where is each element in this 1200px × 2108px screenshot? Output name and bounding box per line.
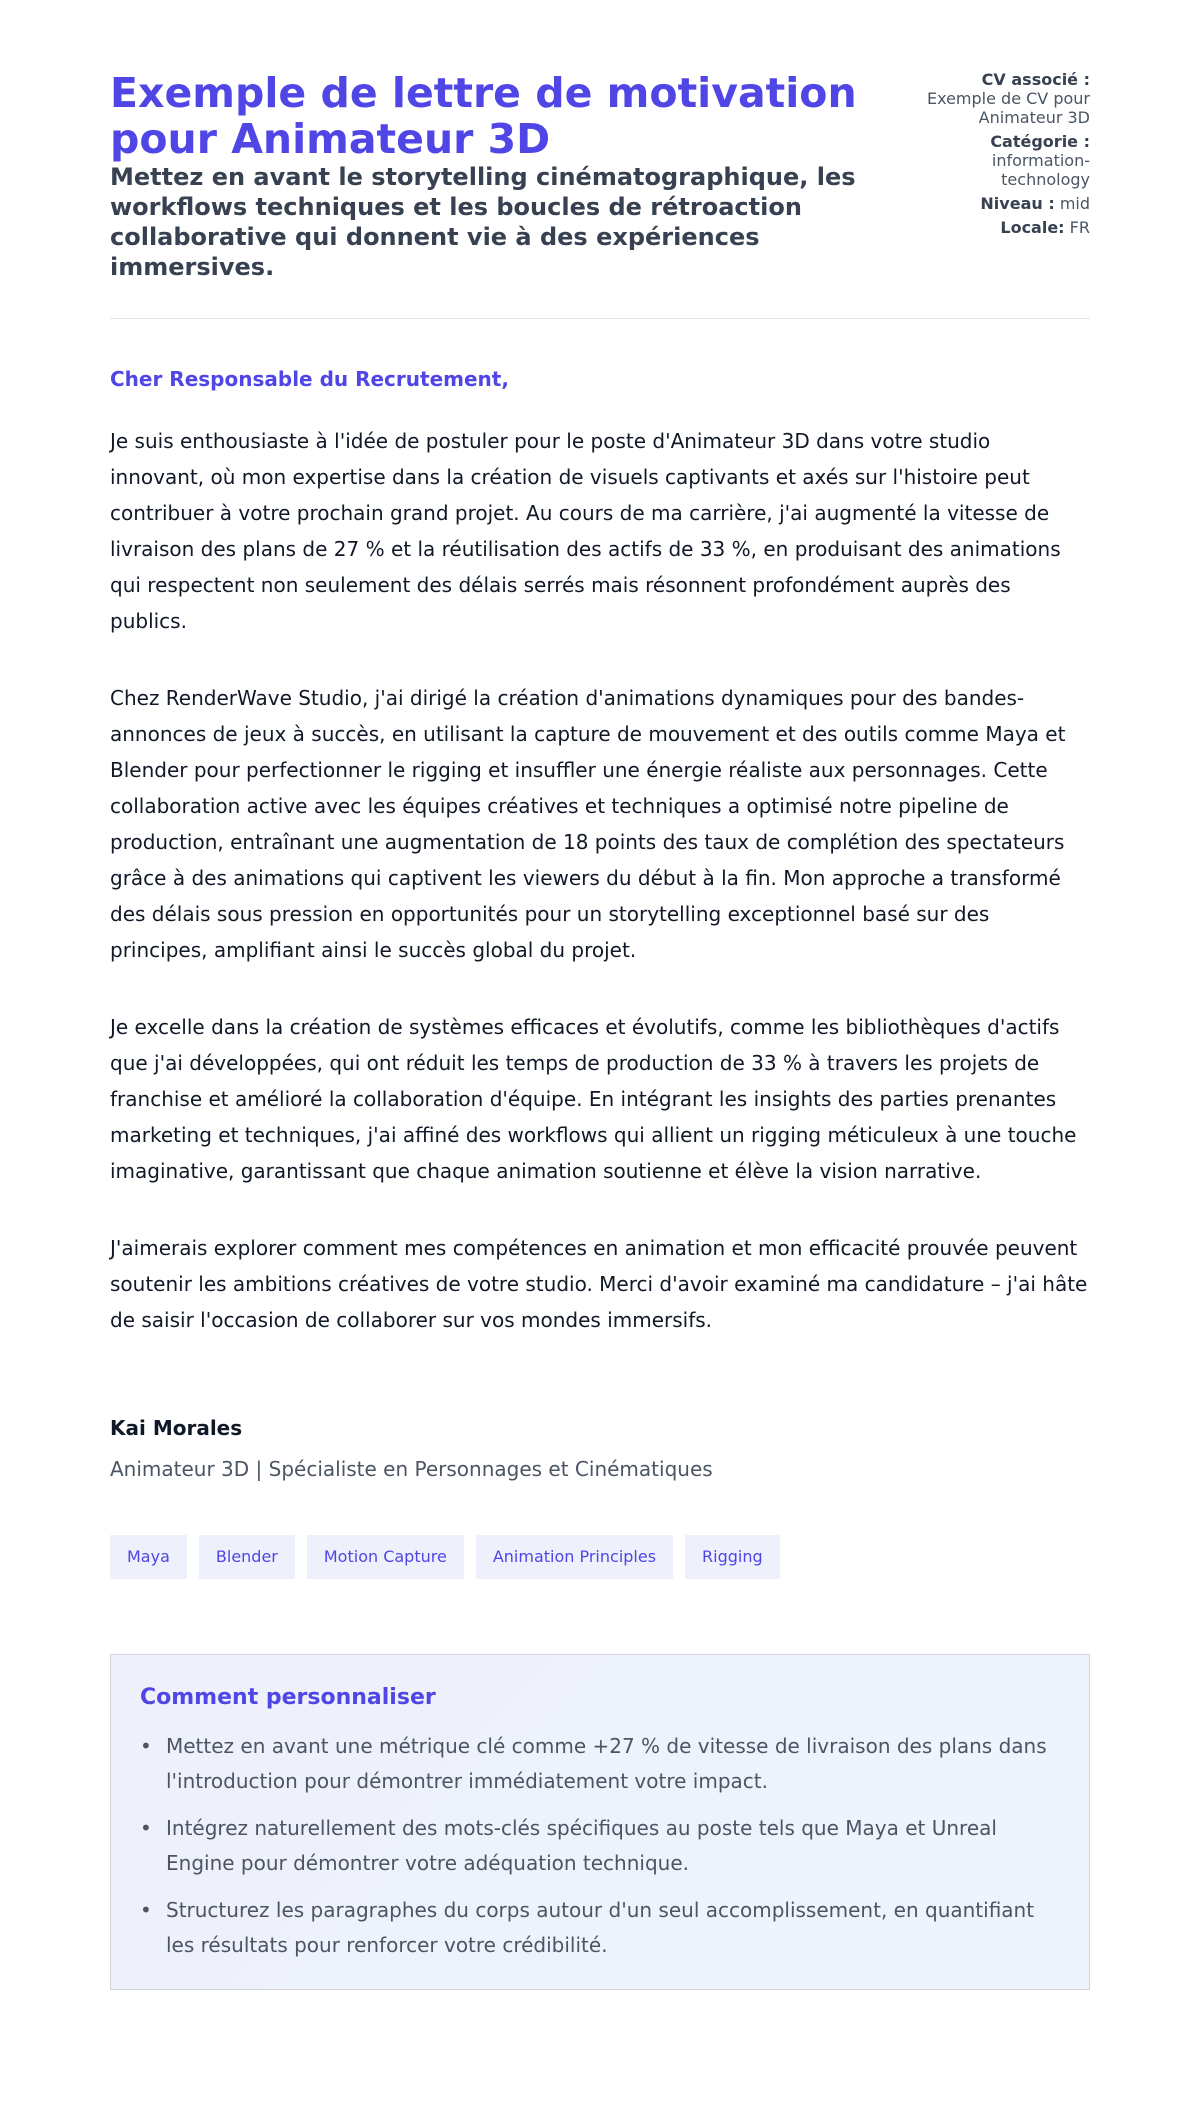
- meta-level-key: Niveau :: [980, 194, 1055, 213]
- skill-tag: Maya: [110, 1535, 187, 1579]
- page-subtitle: Mettez en avant le storytelling cinématographique, les workflows techniques et les boucles de rétroaction collaborative qui donnent vie à des expériences immersives.: [110, 163, 856, 281]
- bullet-icon: •: [140, 1816, 152, 1840]
- letter-paragraph: Chez RenderWave Studio, j'ai dirigé la création d'animations dynamiques pour des bandes-annonces de jeux à succès, en utilisant la capture de mouvement et des outils comme Maya et Blender pour perfectionner le rigging et insuffler une énergie réaliste aux personnages. Cette collaboration active avec les équipes créatives et techniques a optimisé notre pipeline de production, entraînant une augmentation de 18 points des taux de complétion des spectateurs grâce à des animations qui captivent les viewers du début à la fin. Mon approche a transformé des délais sous pression en opportunités pour un storytelling exceptionnel basé sur des principes, amplifiant ainsi le succès global du projet.: [110, 686, 1066, 962]
- tip-text: Structurez les paragraphes du corps autour d'un seul accomplissement, en quantifiant les résultats pour renforcer votre crédibilité.: [166, 1898, 1035, 1957]
- signature-name: Kai Morales: [110, 1416, 243, 1440]
- page-header: [110, 70, 1090, 319]
- tip-item: [140, 1893, 1060, 1963]
- meta-cv-key: CV associé :: [981, 70, 1090, 89]
- meta-locale-value: FR: [1069, 218, 1090, 237]
- meta-level-value: mid: [1059, 194, 1090, 213]
- bullet-icon: •: [140, 1898, 152, 1922]
- tip-text: Mettez en avant une métrique clé comme +27 % de vitesse de livraison des plans dans l'introduction pour démontrer immédiatement votre impact.: [166, 1734, 1047, 1793]
- skill-tag: Animation Principles: [476, 1535, 673, 1579]
- signature-block: [110, 1414, 1090, 1483]
- header-titles: [110, 70, 922, 282]
- page-title: Exemple de lettre de motivation pour Animateur 3D: [110, 69, 857, 163]
- letter-greeting: Cher Responsable du Recrutement,: [110, 367, 509, 391]
- tips-list: [140, 1729, 1060, 1963]
- meta-category-value: information-technology: [991, 151, 1090, 189]
- meta-cv: [922, 70, 1090, 127]
- tip-item: [140, 1729, 1060, 1799]
- tip-text: Intégrez naturellement des mots-clés spécifiques au poste tels que Maya et Unreal Engine pour démontrer votre adéquation technique.: [166, 1816, 997, 1875]
- skill-tag: Rigging: [685, 1535, 780, 1579]
- letter-paragraph: J'aimerais explorer comment mes compétences en animation et mon efficacité prouvée peuvent soutenir les ambitions créatives de votre studio. Merci d'avoir examiné ma candidature – j'ai hâte de saisir l'occasion de collaborer sur vos mondes immersifs.: [110, 1236, 1088, 1332]
- meta-locale: [922, 218, 1090, 237]
- meta-level: [922, 194, 1090, 213]
- skill-tag: Motion Capture: [307, 1535, 464, 1579]
- meta-category-key: Catégorie :: [990, 132, 1090, 151]
- meta-locale-key: Locale:: [1000, 218, 1065, 237]
- signature-title: Animateur 3D | Spécialiste en Personnages et Cinématiques: [110, 1457, 713, 1481]
- tips-title: Comment personnaliser: [140, 1685, 436, 1710]
- bullet-icon: •: [140, 1734, 152, 1758]
- meta-panel: [922, 70, 1090, 242]
- tip-item: [140, 1811, 1060, 1881]
- skill-tags: [110, 1535, 1090, 1579]
- meta-category: [922, 132, 1090, 189]
- letter-body: [110, 365, 1090, 1483]
- letter-paragraph: Je suis enthousiaste à l'idée de postuler pour le poste d'Animateur 3D dans votre studio innovant, où mon expertise dans la création de visuels captivants et axés sur l'histoire peut contribuer à votre prochain grand projet. Au cours de ma carrière, j'ai augmenté la vitesse de livraison des plans de 27 % et la réutilisation des actifs de 33 %, en produisant des animations qui respectent non seulement des délais serrés mais résonnent profondément auprès des publics.: [110, 429, 1061, 633]
- letter-paragraph: Je excelle dans la création de systèmes efficaces et évolutifs, comme les bibliothèques d'actifs que j'ai développées, qui ont réduit les temps de production de 33 % à travers les projets de franchise et amélioré la collaboration d'équipe. En intégrant les insights des parties prenantes marketing et techniques, j'ai affiné des workflows qui allient un rigging méticuleux à une touche imaginative, garantissant que chaque animation soutienne et élève la vision narrative.: [110, 1015, 1077, 1183]
- skill-tag: Blender: [199, 1535, 295, 1579]
- meta-cv-value[interactable]: Exemple de CV pour Animateur 3D: [927, 89, 1090, 127]
- customization-tips-box: [110, 1654, 1090, 1990]
